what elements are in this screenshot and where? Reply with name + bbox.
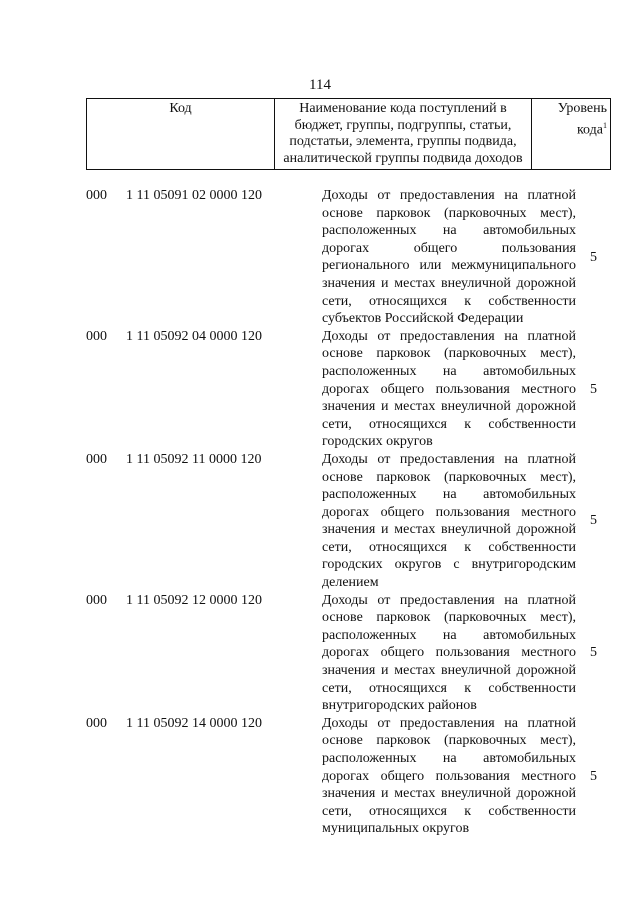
row-name (322, 592, 576, 715)
row-name-line: основе парковок (парковочных мест), (322, 205, 576, 221)
header-name-line: Наименование кода поступлений в (299, 101, 507, 116)
row-name-line: дорогах общего пользования местного (322, 768, 576, 784)
header-level-line2: кода (576, 122, 603, 138)
row-name-line: Доходы от предоставления на платной (322, 592, 576, 608)
row-name-line: расположенных на автомобильных (322, 363, 576, 379)
row-name-line: делением (322, 575, 379, 591)
row-name-line: значения и местах внеуличной дорожной (322, 399, 576, 415)
row-name-line: значения и местах внеуличной дорожной (322, 663, 576, 679)
header-name-line: подстатьи, элемента, группы подвида, (289, 134, 517, 149)
table-row (86, 592, 611, 715)
table-header (86, 98, 611, 170)
row-name (322, 187, 576, 328)
header-name (275, 99, 532, 170)
row-name-line: городских округов (322, 434, 433, 450)
row-name-line: дорогах общего пользования местного (322, 504, 576, 520)
row-name-line: сети, относящихся к собственности (322, 293, 576, 309)
row-name-line: сети, относящихся к собственности (322, 803, 576, 819)
row-name-line: основе парковок (парковочных мест), (322, 610, 576, 626)
row-name-line: основе парковок (парковочных мест), (322, 733, 576, 749)
row-name-line: сети, относящихся к собственности (322, 416, 576, 432)
row-code: 1 11 05092 04 0000 120 (126, 328, 262, 344)
row-name-line: дорогах общего пользования местного (322, 645, 576, 661)
footnote-marker: 1 (603, 120, 607, 130)
row-level: 5 (590, 381, 597, 397)
header-code: Код (87, 99, 275, 170)
row-name (322, 451, 576, 592)
row-name-line: основе парковок (парковочных мест), (322, 346, 576, 362)
table-row (86, 451, 611, 592)
row-name-line: субъектов Российской Федерации (322, 311, 524, 327)
row-name-line: значения и местах внеуличной дорожной (322, 275, 576, 291)
row-name-line: сети, относящихся к собственности (322, 680, 576, 696)
row-name-line: регионального или межмуниципального (322, 258, 576, 274)
row-code: 1 11 05091 02 0000 120 (126, 188, 262, 203)
row-level: 5 (590, 249, 597, 265)
row-name-line: Доходы от предоставления на платной (322, 451, 576, 467)
row-code: 1 11 05092 12 0000 120 (126, 592, 262, 608)
row-name-line: расположенных на автомобильных (322, 223, 576, 239)
row-name-line: сети, относящихся к собственности (322, 539, 576, 555)
row-name-line: значения и местах внеуличной дорожной (322, 522, 576, 538)
row-prefix: 000 (86, 451, 107, 467)
row-level: 5 (590, 768, 597, 784)
row-name-line: Доходы от предоставления на платной (322, 328, 576, 344)
row-prefix: 000 (86, 715, 107, 731)
row-prefix: 000 (86, 592, 107, 608)
row-name (322, 715, 576, 838)
header-name-line: бюджет, группы, подгруппы, статьи, (294, 117, 512, 133)
table-row (86, 328, 611, 451)
row-name-line: расположенных на автомобильных (322, 627, 576, 643)
table-row (86, 187, 611, 328)
row-name-line: значения и местах внеуличной дорожной (322, 786, 576, 802)
row-name-line: муниципальных округов (322, 821, 470, 837)
row-name-line: основе парковок (парковочных мест), (322, 469, 576, 485)
row-name-line: дорогах общего пользования (322, 240, 576, 256)
row-code: 1 11 05092 14 0000 120 (126, 715, 262, 731)
row-level: 5 (590, 513, 597, 529)
row-prefix: 000 (86, 188, 107, 203)
row-name (322, 328, 576, 451)
row-name-line: расположенных на автомобильных (322, 751, 576, 766)
row-name-line: Доходы от предоставления на платной (322, 715, 576, 731)
row-name-line: городских округов с внутригородским (322, 557, 576, 573)
row-prefix: 000 (86, 328, 107, 344)
page-number: 114 (309, 77, 331, 93)
row-name-line: расположенных на автомобильных (322, 487, 576, 503)
income-code-list (86, 187, 611, 838)
header-level-line1: Уровень (557, 101, 607, 116)
table-row (86, 715, 611, 838)
header-level (532, 99, 611, 170)
row-name-line: внутригородских районов (322, 698, 477, 714)
row-code: 1 11 05092 11 0000 120 (126, 451, 262, 467)
row-name-line: Доходы от предоставления на платной (322, 188, 576, 203)
row-level: 5 (590, 645, 597, 661)
row-name-line: дорогах общего пользования местного (322, 381, 576, 397)
header-name-line: аналитической группы подвида доходов (283, 150, 523, 166)
